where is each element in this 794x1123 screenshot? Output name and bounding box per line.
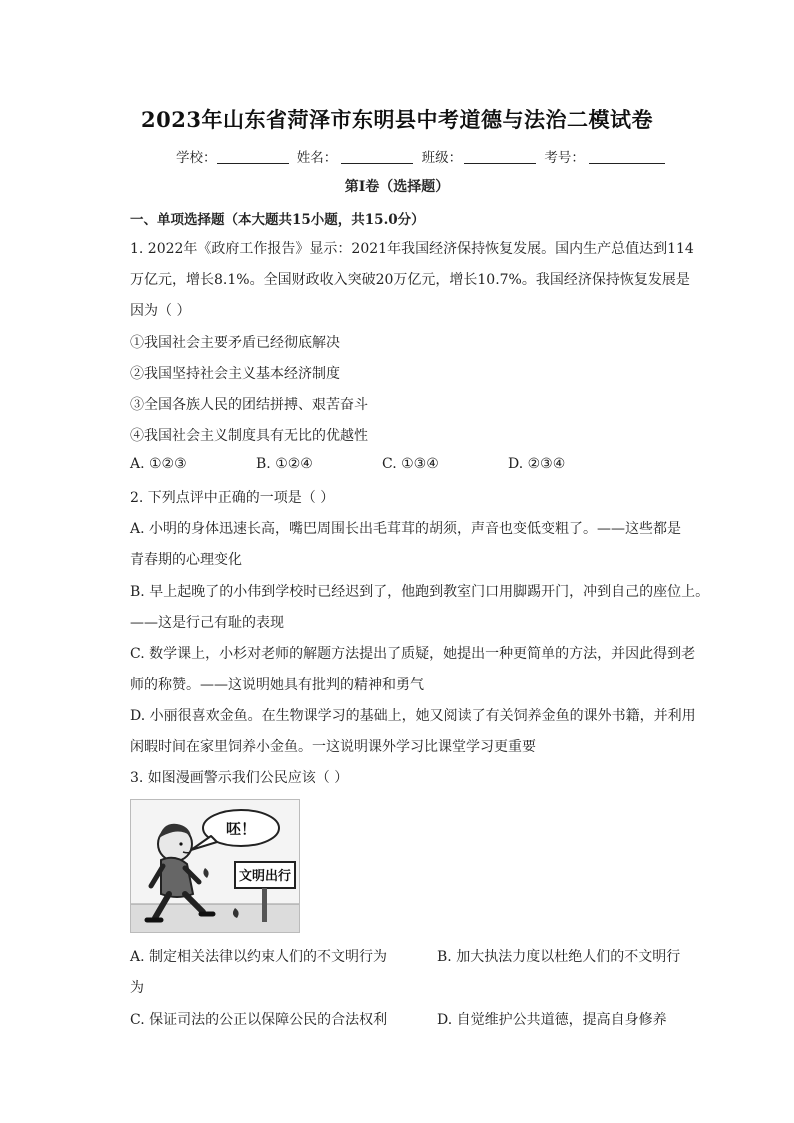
q3-option-d[interactable]: D. 自觉维护公共道德，提高自身修养	[437, 1012, 667, 1028]
q2-option-b-line-1[interactable]: B. 早上起晚了的小伟到学校时已经迟到了，他跑到教室门口用脚踢开门，冲到自己的座位上。	[130, 584, 710, 600]
name-label: 姓名：	[296, 150, 338, 166]
q2-stem: 2. 下列点评中正确的一项是（ ）	[130, 490, 335, 506]
name-blank[interactable]	[341, 149, 413, 164]
q1-line-2: 万亿元，增长8.1%。全国财政收入突破20万亿元，增长10.7%。我国经济保持恢复发展是	[130, 272, 690, 288]
exam-no-label: 考号：	[544, 150, 585, 166]
q1-option-a[interactable]: A. ①②③	[130, 456, 187, 472]
student-info-line	[176, 146, 669, 166]
part-title: 一、单项选择题（本大题共15小题，共15.0分）	[130, 212, 425, 228]
q3-option-a[interactable]: A. 制定相关法律以约束人们的不文明行为	[130, 949, 388, 965]
q2-option-b-line-2[interactable]: ——这是行己有耻的表现	[130, 615, 284, 631]
q1-line-3: 因为（ ）	[130, 303, 191, 319]
cartoon-sign-text: 文明出行	[238, 869, 292, 884]
exam-no-blank[interactable]	[589, 149, 665, 164]
school-label: 学校：	[176, 150, 217, 166]
q3-stem: 3. 如图漫画警示我们公民应该（ ）	[130, 770, 349, 786]
q1-option-b[interactable]: B. ①②④	[256, 456, 313, 472]
q2-option-c-line-2[interactable]: 师的称赞。——这说明她具有批判的精神和勇气	[130, 677, 424, 693]
q1-option-d[interactable]: D. ②③④	[508, 456, 566, 472]
q3-cartoon-image	[130, 799, 300, 933]
q1-statement-4: ④我国社会主义制度具有无比的优越性	[130, 428, 368, 444]
q2-option-a-line-2[interactable]: 青春期的心理变化	[130, 552, 242, 568]
q1-statement-3: ③全国各族人民的团结拼搏、艰苦奋斗	[130, 397, 368, 413]
q2-option-a-line-1[interactable]: A. 小明的身体迅速长高，嘴巴周围长出毛茸茸的胡须，声音也变低变粗了。——这些都是	[130, 521, 682, 537]
q3-option-c[interactable]: C. 保证司法的公正以保障公民的合法权利	[130, 1012, 388, 1028]
q1-option-c[interactable]: C. ①③④	[382, 456, 439, 472]
q2-option-d-line-1[interactable]: D. 小丽很喜欢金鱼。在生物课学习的基础上，她又阅读了有关饲养金鱼的课外书籍，并利用	[130, 708, 696, 724]
class-label: 班级：	[421, 150, 463, 166]
q1-statement-1: ①我国社会主要矛盾已经彻底解决	[130, 335, 340, 351]
q2-option-c-line-1[interactable]: C. 数学课上，小杉对老师的解题方法提出了质疑，她提出一种更简单的方法，并因此得到老	[130, 646, 696, 662]
q2-option-d-line-2[interactable]: 闲暇时间在家里饲养小金鱼。一这说明课外学习比课堂学习更重要	[130, 739, 536, 755]
q1-statement-2: ②我国坚持社会主义基本经济制度	[130, 366, 340, 382]
cartoon-speech-text: 呸！	[225, 820, 257, 838]
q3-option-b[interactable]: B. 加大执法力度以杜绝人们的不文明行	[437, 949, 681, 965]
page-title: 2023年山东省菏泽市东明县中考道德与法治二模试卷	[141, 107, 653, 132]
q3-option-a-wrap[interactable]: 为	[130, 980, 144, 996]
q1-line-1: 1. 2022年《政府工作报告》显示：2021年我国经济保持恢复发展。国内生产总值达到114	[130, 241, 694, 257]
section-title: 第I卷（选择题）	[344, 179, 450, 195]
school-blank[interactable]	[217, 149, 289, 164]
class-blank[interactable]	[464, 149, 536, 164]
